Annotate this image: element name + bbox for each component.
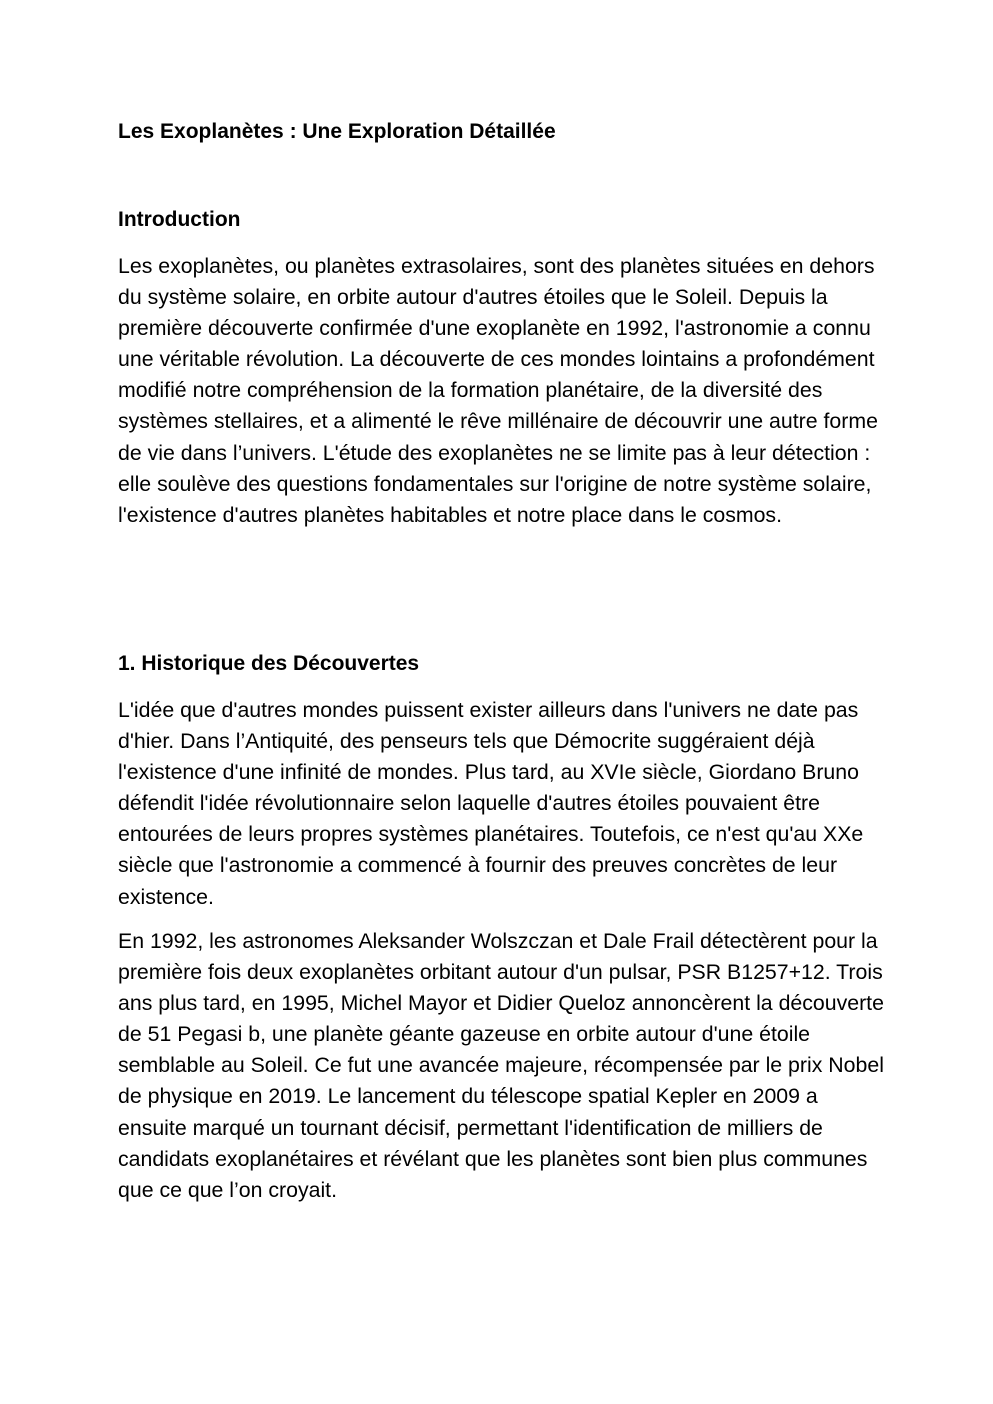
historique-paragraph-1: L'idée que d'autres mondes puissent exister ailleurs dans l'univers ne date pas d'hier. Dans l’Antiquité, des penseurs tels que Démocrite suggéraient déjà l'existence d'une infinité de mondes. Plus tard, au XVIe siècle, Giordano Bruno défendit l'idée révolutionnaire selon laquelle d'autres étoiles pouvaient être entourées de leurs propres systèmes planétaires. Toutefois, ce n'est qu'au XXe siècle que l'astronomie a commencé à fournir des preuves concrètes de leur existence. (118, 698, 864, 909)
section-heading-historique: 1. Historique des Découvertes (118, 652, 420, 675)
document-title: Les Exoplanètes : Une Exploration Détaillée (118, 120, 556, 143)
introduction-paragraph: Les exoplanètes, ou planètes extrasolaires, sont des planètes situées en dehors du système solaire, en orbite autour d'autres étoiles que le Soleil. Depuis la première découverte confirmée d'une exoplanète en 1992, l'astronomie a connu une véritable révolution. La découverte de ces mondes lointains a profondément modifié notre compréhension de la formation planétaire, de la diversité des systèmes stellaires, et a alimenté le rêve millénaire de découvrir une autre forme de vie dans l’univers. L'étude des exoplanètes ne se limite pas à leur détection : elle soulève des questions fondamentales sur l'origine de notre système solaire, l'existence d'autres planètes habitables et notre place dans le cosmos. (118, 254, 878, 527)
historique-paragraph-2: En 1992, les astronomes Aleksander Wolszczan et Dale Frail détectèrent pour la première fois deux exoplanètes orbitant autour d'un pulsar, PSR B1257+12. Trois ans plus tard, en 1995, Michel Mayor et Didier Queloz annoncèrent la découverte de 51 Pegasi b, une planète géante gazeuse en orbite autour d'une étoile semblable au Soleil. Ce fut une avancée majeure, récompensée par le prix Nobel de physique en 2019. Le lancement du télescope spatial Kepler en 2009 a ensuite marqué un tournant décisif, permettant l'identification de milliers de candidats exoplanétaires et révélant que les planètes sont bien plus communes que ce que l’on croyait. (118, 929, 884, 1202)
section-heading-introduction: Introduction (118, 208, 241, 231)
